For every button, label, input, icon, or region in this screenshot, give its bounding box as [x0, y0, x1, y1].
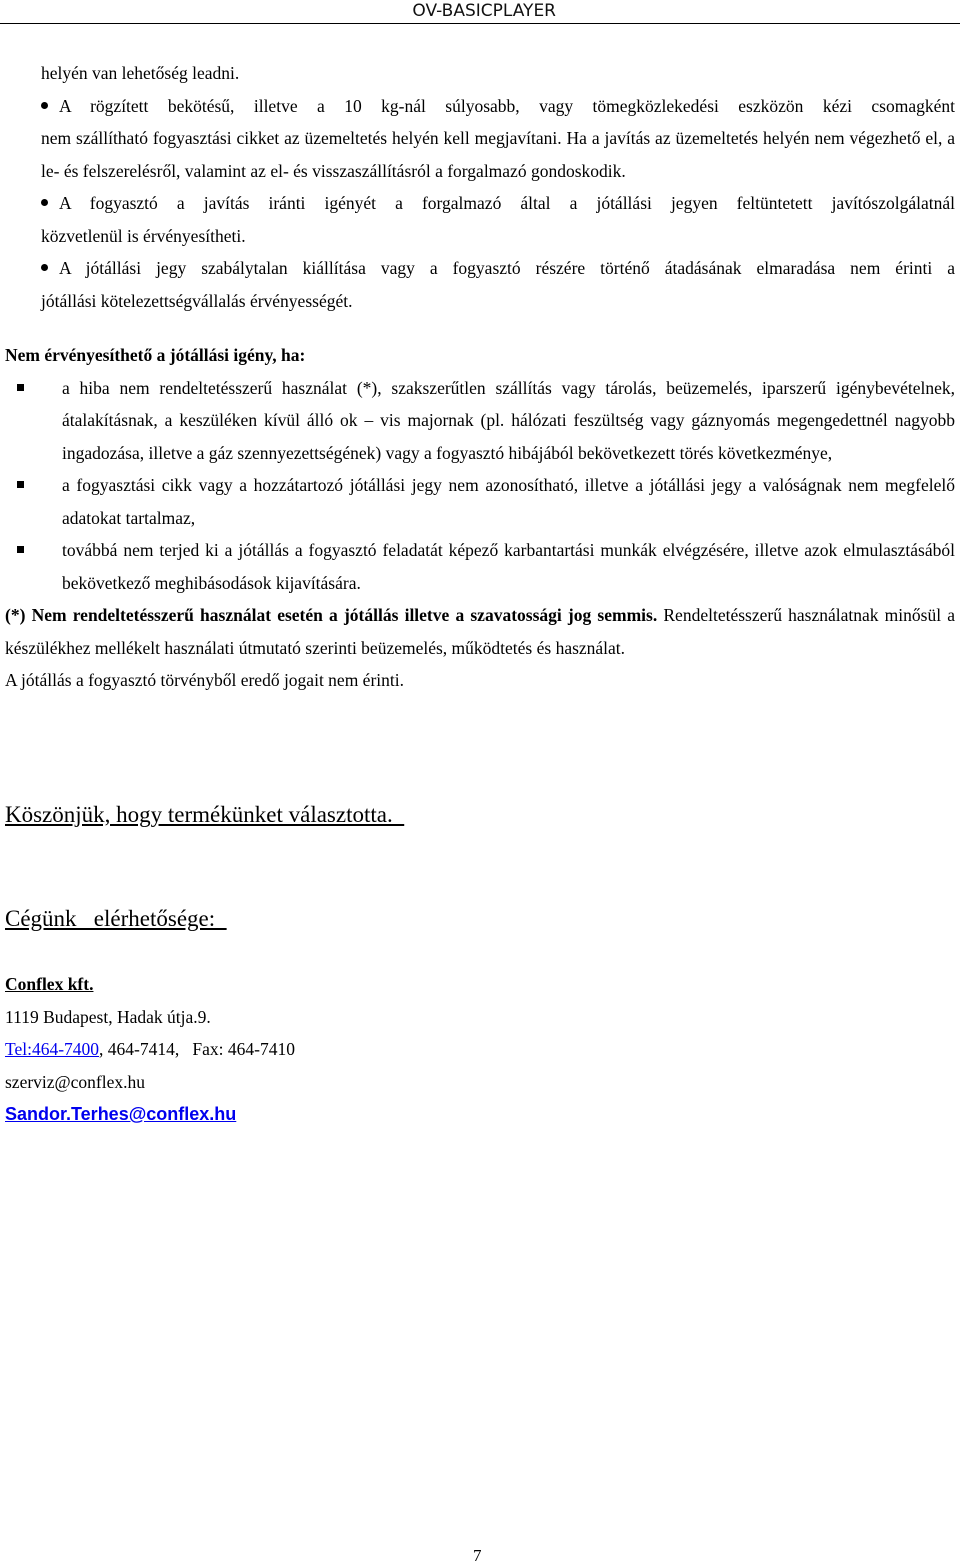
company-info	[5, 968, 705, 1131]
bullet-dot-icon	[41, 199, 48, 206]
thanks-line: Köszönjük, hogy termékünket választotta.	[5, 802, 405, 827]
email-link[interactable]: Sandor.Terhes@conflex.hu	[5, 1104, 237, 1124]
exclusion-item	[5, 469, 955, 534]
square-bullet-icon	[17, 481, 24, 488]
exclusions-heading: Nem érvényesíthető a jótállási igény, ha:	[5, 345, 306, 365]
header-rule	[0, 23, 960, 24]
note-last: A jótállás a fogyasztó törvényből eredő jogait nem érinti.	[5, 670, 404, 690]
bullet-rest: jótállási kötelezettségvállalás érvényességét.	[41, 290, 353, 311]
continuation-line: helyén van lehetőség leadni.	[41, 63, 240, 83]
bullet-item	[41, 90, 955, 123]
note-bold: (*) Nem rendeltetésszerű használat esetén a jótállás illetve a szavatossági jog semmis.	[5, 605, 658, 625]
running-header: OV-BASICPLAYER	[412, 1, 556, 21]
square-bullet-icon	[17, 384, 24, 391]
exclusions-section	[5, 339, 955, 697]
exclusion-item	[5, 534, 955, 599]
company-address: 1119 Budapest, Hadak útja.9.	[5, 1006, 211, 1027]
bullet-dot-icon	[41, 264, 48, 271]
bullet-item	[41, 187, 955, 220]
bullet-line1: A jótállási jegy szabálytalan kiállítása vagy a fogyasztó részére történő átadásának elmaradása nem érinti a	[59, 258, 955, 278]
warranty-bullets	[41, 57, 955, 317]
exclusion-item	[5, 372, 955, 470]
company-phones	[5, 1033, 705, 1066]
bullet-rest: nem szállítható fogyasztási cikket az üzemeltetés helyén kell megjavítani. Ha a javítás az üzemeltetés helyén nem végezhető el, a le- és felszerelésről, valamint az el- és visszaszállításról a forgalmazó gondoskodik.	[41, 128, 955, 181]
bullet-line1: A fogyasztó a javítás iránti igényét a forgalmazó által a jótállási jegyen feltüntetett javítószolgálatnál	[59, 193, 955, 213]
bullet-line1: A rögzített bekötésű, illetve a 10 kg-nál súlyosabb, vagy tömegközlekedési eszközön kézi csomagként	[59, 95, 955, 116]
bullet-dot-icon	[41, 102, 48, 109]
page-number: 7	[473, 1546, 482, 1565]
square-bullet-icon	[17, 546, 24, 553]
bullet-item	[41, 252, 955, 285]
exclusion-text: a hiba nem rendeltetésszerű használat (*), szakszerűtlen szállítás vagy tárolás, beüzemelés, iparszerű igénybevételnek, átalakításnak, a keszüléken kívül álló ok – vis majornak (pl. hálózati feszültség vagy gáznyomás megengedettnél nagyobb ingadozása, illetve a gáz szennyezettségének) vagy a fogyasztó hibájából bekövetkezett törés következménye,	[62, 377, 955, 463]
company-email: szerviz@conflex.hu	[5, 1071, 146, 1092]
exclusion-text: továbbá nem terjed ki a jótállás a fogyasztó feladatát képező karbantartási munkák elvégzésére, illetve azok elmulasztásából bekövetkező meghibásodások kijavítására.	[62, 540, 955, 593]
company-name: Conflex kft.	[5, 974, 94, 994]
phones-rest: , 464-7414, Fax: 464-7410	[99, 1039, 295, 1059]
contact-heading: Cégünk elérhetősége:	[5, 906, 227, 931]
bullet-rest: közvetlenül is érvényesítheti.	[41, 225, 246, 246]
note-paragraph	[5, 599, 955, 664]
exclusion-text: a fogyasztási cikk vagy a hozzátartozó jótállási jegy nem azonosítható, illetve a jótállási jegy a valóságnak nem megfelelő adatokat tartalmaz,	[62, 475, 955, 528]
tel-link[interactable]: Tel:464-7400	[5, 1039, 100, 1059]
note-normal: Rendeltetésszerű használatnak minősül a készülékhez mellékelt használati útmutató szerinti beüzemelés, működtetés és használat.	[5, 605, 955, 658]
